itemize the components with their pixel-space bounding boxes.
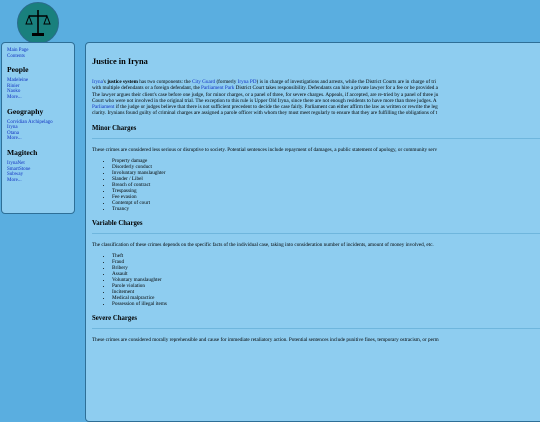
intro-bold-term: justice system	[107, 79, 138, 85]
list-item: • Parole violation	[112, 283, 540, 289]
list-item: • Medical malpractice	[112, 295, 540, 301]
sidebar	[1, 42, 75, 214]
list-item: • Voluntary manslaughter	[112, 277, 540, 283]
sidebar-section-heading: Magitech	[7, 147, 38, 157]
sidebar-item-people-more[interactable]: More...	[7, 94, 22, 100]
list-item: • Possession of illegal items	[112, 301, 540, 307]
intro-text: The lawyer argues their client's case before one judge, for minor charges, or a panel of three, for severe charges. Appeals, if accepted, are re-tried by a panel of three ju	[92, 91, 439, 98]
intro-text: if the judge or judges believe that there is not sufficient precedent to decide the case fairly. Parliament can either affirm the law as written or rewrite the leg	[114, 104, 438, 111]
list-item: • Bribery	[112, 265, 540, 271]
section-text-minor-charges: These crimes are considered less serious or disruptive to society. Potential sentences include repayment of damages, a public statement of apology, or community serv	[92, 146, 438, 153]
intro-text: has two components: the	[137, 79, 192, 85]
sidebar-link-contents[interactable]: Contents	[7, 53, 25, 59]
sidebar-item-corvidian-archipelago[interactable]: Corvidian Archipelago	[7, 119, 53, 125]
sidebar-item-geography-more[interactable]: More...	[7, 136, 22, 142]
sidebar-section-heading: Geography	[7, 106, 44, 116]
list-item: • Involuntary manslaughter	[112, 170, 540, 176]
list-item: • Incitement	[112, 289, 540, 295]
list-item: • Property damage	[112, 158, 540, 164]
minor-charges-list	[92, 158, 540, 212]
sidebar-item-naoko[interactable]: Naoko	[7, 89, 21, 95]
list-item: • Assault	[112, 271, 540, 277]
intro-text: clarity. Irynians found guilty of criminal charges are assigned a parole officer with whom they must meet regularly to ensure that they are fulfilling the obligations of t	[92, 110, 438, 117]
sidebar-item-irynanet[interactable]: IrynaNet	[7, 160, 25, 166]
list-item: • Theft	[112, 253, 540, 259]
section-text-variable-charges: The classification of these crimes depends on the specific facts of the individual case, taking into consideration number of incidents, amount of money involved, etc.	[92, 242, 434, 249]
list-item: • Fee evasion	[112, 194, 540, 200]
list-item: • Truancy	[112, 206, 540, 212]
intro-text: with multiple defendants or a foreign defendant, the	[92, 85, 202, 92]
section-text-severe-charges: These crimes are considered morally reprehensible and cause for immediate retaliatory action. Potential sentences include punitive fines, temporary ostracism, or perm	[92, 337, 439, 344]
list-item: • Trespassing	[112, 188, 540, 194]
link-parliament-park[interactable]: Parliament Park	[201, 85, 235, 92]
section-heading-minor-charges: Minor Charges	[92, 124, 137, 132]
link-parliament[interactable]: Parliament	[92, 104, 115, 111]
list-item: • Breach of contract	[112, 182, 540, 188]
section-heading-variable-charges: Variable Charges	[92, 220, 143, 228]
list-item: • Slander / Libel	[112, 176, 540, 182]
intro-paragraph	[92, 79, 540, 117]
sidebar-item-iryna[interactable]: Iryna	[7, 125, 18, 131]
sidebar-item-smartstone[interactable]: SmartStone	[7, 166, 31, 172]
page-title: Justice in Iryna	[92, 57, 148, 66]
link-iryna-pd[interactable]: Iryna PD	[237, 79, 257, 85]
sidebar-link-main-page[interactable]: Main Page	[7, 48, 29, 53]
site-logo[interactable]	[17, 2, 59, 44]
sidebar-item-rinier[interactable]: Rinier	[7, 83, 20, 89]
sidebar-item-magitech-more[interactable]: More...	[7, 177, 22, 183]
list-item: • Disorderly conduct	[112, 164, 540, 170]
scales-of-justice-icon	[18, 3, 58, 43]
section-divider	[92, 138, 540, 139]
intro-text: ) is in charge of investigations and arrests, while the District Courts are in charge of tri	[256, 79, 436, 85]
link-iryna[interactable]: Iryna	[92, 79, 103, 85]
sidebar-item-subway[interactable]: Subway	[7, 172, 24, 178]
section-divider	[92, 328, 540, 329]
list-item: • Contempt of court	[112, 200, 540, 206]
intro-text: 's	[102, 79, 108, 85]
intro-text: Court who were not involved in the original trial. The exception to this rule is Upper Old Iryna, since there are not enough residents to have more than three judges. A	[92, 97, 437, 104]
sidebar-item-otana[interactable]: Otana	[7, 130, 19, 136]
section-heading-severe-charges: Severe Charges	[92, 315, 137, 323]
list-item: • Fraud	[112, 259, 540, 265]
variable-charges-list	[92, 253, 540, 307]
link-city-guard[interactable]: City Guard	[191, 79, 216, 85]
intro-text: District Court takes responsibility. Defendants can hire a private lawyer for a fee or be provided a	[234, 85, 438, 92]
sidebar-section-heading: People	[7, 65, 29, 75]
sidebar-item-madeleine[interactable]: Madeleine	[7, 78, 29, 84]
intro-text: (formerly	[215, 79, 238, 85]
section-divider	[92, 233, 540, 234]
article-content	[85, 42, 540, 422]
